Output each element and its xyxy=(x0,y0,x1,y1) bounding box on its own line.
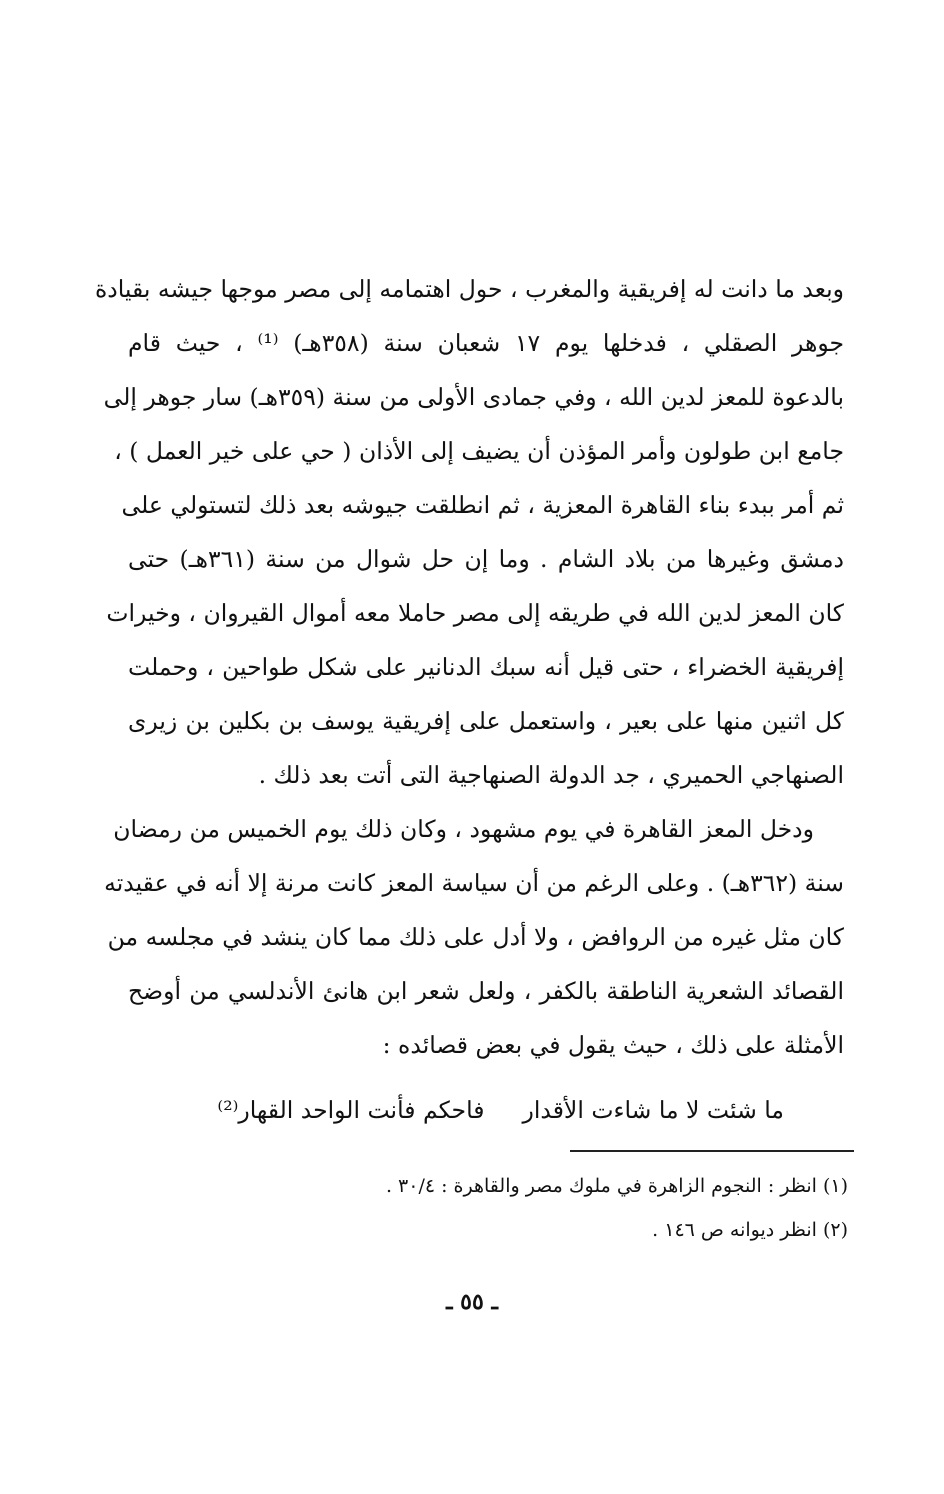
paragraph-1 xyxy=(94,262,845,802)
footnote-2: (٢) انظر ديوانه ص ١٤٦ . xyxy=(652,1219,848,1241)
text-line: دمشق وغيرها من بلاد الشام . وما إن حل شوال من سنة (٣٦١هـ) حتى xyxy=(128,545,844,573)
text-line: الصنهاجي الحميري ، جد الدولة الصنهاجية التى أتت بعد ذلك . xyxy=(258,761,844,789)
text-line: جوهر الصقلي ، فدخلها يوم ١٧ شعبان سنة (٣٥٨هـ) ⁽¹⁾ ، حيث قام xyxy=(128,329,845,357)
text-line: كل اثنين منها على بعير ، واستعمل على إفريقية يوسف بن بكلين بن زيرى xyxy=(128,707,844,735)
paragraph-2 xyxy=(104,802,844,1072)
verse-first-hemistich: ما شئت لا ما شاءت الأقدار xyxy=(522,1096,784,1124)
text-line: ودخل المعز القاهرة في يوم مشهود ، وكان ذلك يوم الخميس من رمضان xyxy=(113,815,814,843)
text-line: كان المعز لدين الله في طريقه إلى مصر حاملا معه أموال القيروان ، وخيرات xyxy=(106,599,844,627)
text-line: سنة (٣٦٢هـ) . وعلى الرغم من أن سياسة المعز كانت مرنة إلا أنه في عقيدته xyxy=(104,869,844,897)
text-line: جامع ابن طولون وأمر المؤذن أن يضيف إلى الأذان ( حي على خير العمل ) ، xyxy=(114,437,844,465)
verse-second-hemistich: فاحكم فأنت الواحد القهار⁽²⁾ xyxy=(217,1096,485,1124)
text-line: كان مثل غيره من الروافض ، ولا أدل على ذلك مما كان ينشد في مجلسه من xyxy=(107,923,844,951)
text-line: إفريقية الخضراء ، حتى قيل أنه سبك الدنانير على شكل طواحين ، وحملت xyxy=(128,653,844,681)
footnote-divider xyxy=(570,1150,854,1152)
text-line: القصائد الشعرية الناطقة بالكفر ، ولعل شعر ابن هانئ الأندلسي من أوضح xyxy=(128,977,844,1005)
text-line: بالدعوة للمعز لدين الله ، وفي جمادى الأولى من سنة (٣٥٩هـ) سار جوهر إلى xyxy=(103,383,844,411)
text-line: وبعد ما دانت له إفريقية والمغرب ، حول اهتمامه إلى مصر موجها جيشه بقيادة xyxy=(94,275,844,303)
footnote-1: (١) انظر : النجوم الزاهرة في ملوك مصر والقاهرة : ٣٠/٤ . xyxy=(385,1175,848,1197)
poetry-verse xyxy=(128,1083,844,1137)
text-line: الأمثلة على ذلك ، حيث يقول في بعض قصائده : xyxy=(382,1031,844,1059)
text-line: ثم أمر ببدء بناء القاهرة المعزية ، ثم انطلقت جيوشه بعد ذلك لتستولي على xyxy=(121,491,844,519)
page-number: ـ ٥٥ ـ xyxy=(446,1289,498,1315)
main-text xyxy=(94,262,845,1072)
footnotes xyxy=(300,1164,848,1252)
